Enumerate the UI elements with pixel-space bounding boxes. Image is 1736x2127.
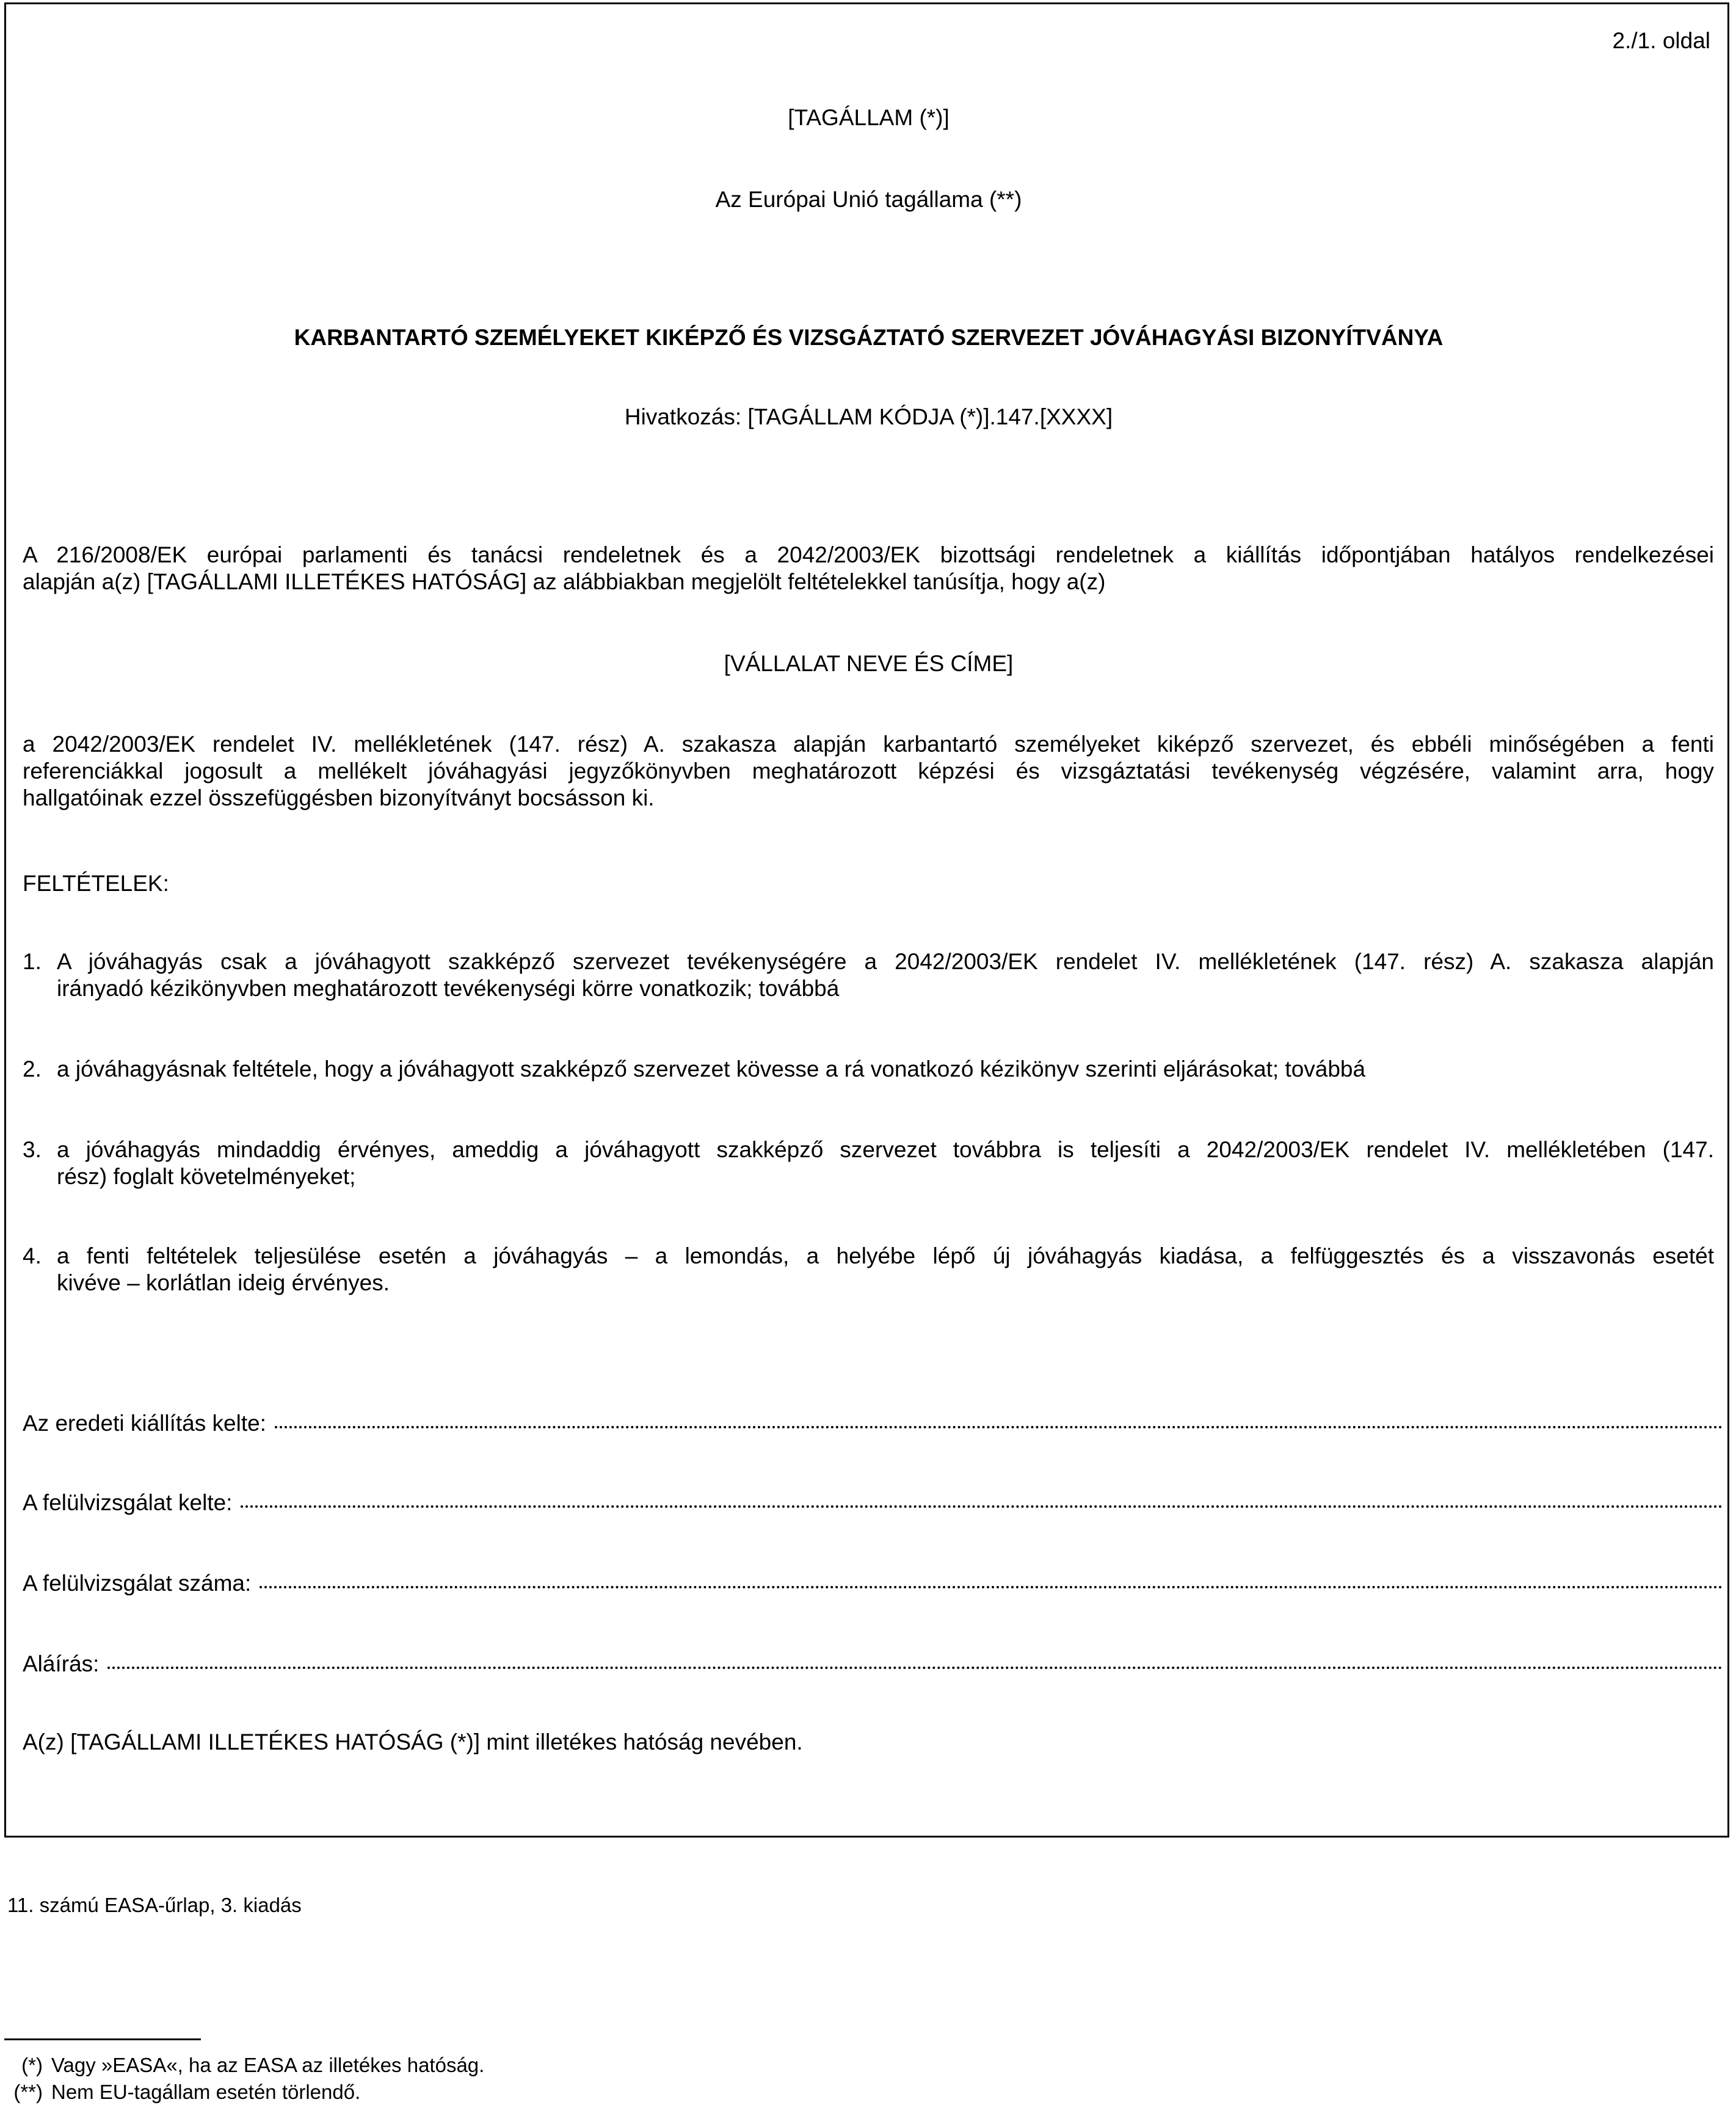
condition-line: rész) foglalt követelményeket; [57, 1164, 356, 1189]
condition-number: 1. [23, 949, 42, 974]
footnote-mark: (**) [13, 2081, 43, 2103]
footnote-divider [4, 2038, 201, 2040]
condition-item [23, 1243, 1714, 1296]
condition-item [23, 948, 1714, 1002]
company-name: [VÁLLALAT NEVE ÉS CÍME] [724, 651, 1014, 676]
condition-number: 2. [23, 1056, 42, 1082]
intro-line: A 216/2008/EK európai parlamenti és tanácsi rendeletnek és a 2042/2003/EK bizottsági rendeletnek a kiállítás időpontjában hatályos rendelkezései [23, 542, 1714, 567]
condition-item [23, 1056, 1714, 1083]
form-identifier: 11. számú EASA-űrlap, 3. kiadás [7, 1894, 302, 1916]
condition-line: a fenti feltételek teljesülése esetén a jóváhagyás – a lemondás, a helyébe lépő új jóváhagyás kiadása, a felfüggesztés és a visszavonás esetét [57, 1243, 1714, 1268]
footnote-mark: (*) [21, 2054, 43, 2076]
reference: Hivatkozás: [TAGÁLLAM KÓDJA (*)].147.[XXXX] [624, 404, 1113, 429]
footnote [7, 2079, 360, 2106]
certificate-frame [4, 2, 1729, 1838]
scope-line: referenciákkal jogosult a mellékelt jóváhagyási jegyzőkönyvben meghatározott képzési és vizsgáztatási tevékenység végzésére, valamint arra, hogy [23, 758, 1714, 784]
condition-line: kivéve – korlátlan ideig érvényes. [57, 1270, 390, 1295]
authority-line: A(z) [TAGÁLLAMI ILLETÉKES HATÓSÁG (*)] mint illetékes hatóság nevében. [23, 1729, 803, 1754]
condition-line: A jóváhagyás csak a jóváhagyott szakképző szervezet tevékenységére a 2042/2003/EK rendelet IV. mellékletének (147. rész) A. szakasza alapján [57, 949, 1714, 974]
intro-line: alapján a(z) [TAGÁLLAMI ILLETÉKES HATÓSÁG] az alábbiakban megjelölt feltételekkel tanúsítja, hogy a(z) [23, 569, 1106, 594]
review-date-blank [241, 1505, 1723, 1508]
original-date-label: Az eredeti kiállítás kelte: [23, 1411, 266, 1436]
condition-number: 3. [23, 1137, 42, 1162]
conditions-heading: FELTÉTELEK: [23, 871, 169, 896]
scope-line: a 2042/2003/EK rendelet IV. mellékletének (147. rész) A. szakasza alapján karbantartó személyeket kiképző szervezet, és ebbéli minőségében a fenti [23, 732, 1714, 757]
condition-item [23, 1136, 1714, 1190]
original-date-field [23, 1410, 1723, 1437]
footnote [7, 2052, 484, 2079]
page-number: 2./1. oldal [1612, 28, 1710, 53]
review-number-blank [260, 1586, 1723, 1588]
scope-paragraph [23, 731, 1714, 812]
signature-field [23, 1651, 1723, 1678]
condition-line: a jóváhagyás mindaddig érvényes, ameddig a jóváhagyott szakképző szervezet továbbra is teljesíti a 2042/2003/EK rendelet IV. mellékletében (147. [57, 1137, 1714, 1162]
condition-line: a jóváhagyásnak feltétele, hogy a jóváhagyott szakképző szervezet kövesse a rá vonatkozó kézikönyv szerinti eljárásokat; továbbá [57, 1056, 1366, 1082]
condition-line: irányadó kézikönyvben meghatározott tevékenységi körre vonatkozik; továbbá [57, 976, 840, 1001]
review-number-label: A felülvizsgálat száma: [23, 1571, 252, 1596]
condition-number: 4. [23, 1243, 42, 1268]
original-date-blank [275, 1426, 1723, 1428]
member-state: [TAGÁLLAM (*)] [788, 105, 950, 130]
footnote-text: Nem EU-tagállam esetén törlendő. [51, 2081, 361, 2103]
signature-label: Aláírás: [23, 1651, 100, 1676]
scope-line: hallgatóinak ezzel összefüggésben bizonyítványt bocsásson ki. [23, 785, 655, 810]
member-state-subtitle: Az Európai Unió tagállama (**) [715, 187, 1022, 212]
signature-blank [107, 1667, 1723, 1669]
footnote-text: Vagy »EASA«, ha az EASA az illetékes hatóság. [51, 2054, 485, 2076]
review-date-label: A felülvizsgálat kelte: [23, 1490, 233, 1515]
review-date-field [23, 1489, 1723, 1516]
review-number-field [23, 1570, 1723, 1597]
intro-paragraph [23, 542, 1714, 595]
certificate-title: KARBANTARTÓ SZEMÉLYEKET KIKÉPZŐ ÉS VIZSGÁZTATÓ SZERVEZET JÓVÁHAGYÁSI BIZONYÍTVÁNYA [294, 325, 1444, 350]
